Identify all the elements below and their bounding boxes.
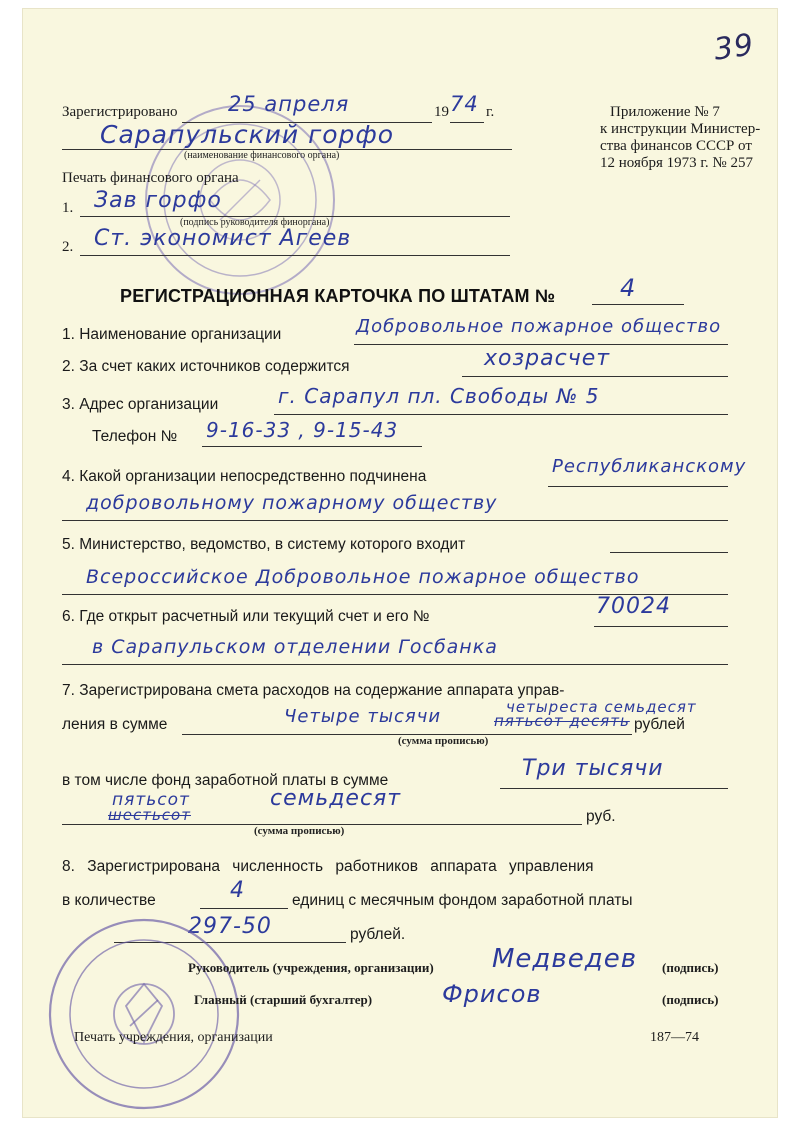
card-number: 4	[620, 274, 637, 302]
year-suffix: г.	[486, 104, 495, 120]
accountant-label: Главный (старший бухгалтер)	[194, 992, 373, 1007]
year-value: 74	[450, 92, 479, 116]
sign1-name: Зав горфо	[94, 188, 222, 213]
finorgan-seal-label: Печать финансового органа	[62, 170, 239, 186]
registered-label: Зарегистрировано	[62, 104, 178, 120]
appendix-line2: к инструкции Министер-	[600, 121, 761, 137]
phone-value: 9-16-33 , 9-15-43	[206, 418, 399, 442]
item7-fund-value2-a: пятьсот	[112, 790, 190, 810]
item8-sum-value: 297-50	[188, 914, 272, 939]
item7-fund-currency: руб.	[586, 808, 616, 825]
sign-caption: (подпись руководителя финоргана)	[180, 217, 330, 228]
item4-value-line1: Республиканскому	[552, 456, 747, 477]
item5-label: 5. Министерство, ведомство, в систему которого входит	[62, 536, 466, 553]
item6-label: 6. Где открыт расчетный или текущий счет и его №	[62, 608, 430, 625]
item7-sum-caption: (сумма прописью)	[398, 735, 489, 747]
item2-value: хозрасчет	[484, 346, 611, 371]
item7-value-correction: четыреста семьдесят	[506, 698, 697, 716]
item7-label: 7. Зарегистрирована смета расходов на содержание аппарата управ-	[62, 682, 565, 699]
item8-label: 8. Зарегистрирована численность работников аппарата управления	[62, 858, 594, 875]
item6-account-number: 70024	[596, 594, 671, 619]
finorgan-caption: (наименование финансового органа)	[184, 150, 340, 161]
organization-round-stamp	[44, 914, 244, 1114]
item7-value: Четыре тысячи	[284, 706, 442, 727]
item7-value-struck: пятьсот десять	[494, 712, 630, 730]
item7-fund-label: в том числе фонд заработной платы в сумме	[62, 772, 389, 789]
item5-value: Всероссийское Добровольное пожарное общество	[86, 566, 640, 588]
item4-value-line2: добровольному пожарному обществу	[86, 492, 498, 514]
appendix-line1: Приложение № 7	[610, 104, 720, 120]
sign2-number: 2.	[62, 239, 74, 255]
item7-fund-value: Три тысячи	[522, 756, 664, 781]
finorgan-name: Сарапульский горфо	[100, 120, 395, 149]
accountant-signature: Фрисов	[442, 980, 542, 1008]
item1-value: Добровольное пожарное общество	[356, 316, 722, 337]
registration-card-sheet	[22, 8, 778, 1118]
item8-fund-label: единиц с месячным фондом заработной платы	[292, 892, 633, 909]
head-signature: Медведев	[492, 944, 638, 974]
accountant-signature-label: (подпись)	[662, 992, 719, 1007]
item7-fund-value2-c: семьдесят	[270, 786, 402, 811]
item8-currency: рублей.	[350, 926, 406, 943]
card-title: РЕГИСТРАЦИОННАЯ КАРТОЧКА ПО ШТАТАМ №	[120, 286, 556, 306]
form-code: 187—74	[650, 1030, 699, 1045]
registered-date: 25 апреля	[228, 92, 350, 116]
item1-label: 1. Наименование организации	[62, 326, 282, 343]
item4-label: 4. Какой организации непосредственно подчинена	[62, 468, 427, 485]
item6-bank: в Сарапульском отделении Госбанка	[92, 636, 498, 658]
item8-qty-label: в количестве	[62, 892, 156, 909]
phone-label: Телефон №	[92, 428, 178, 445]
head-label: Руководитель (учреждения, организации)	[188, 960, 434, 975]
item8-qty-value: 4	[230, 878, 245, 903]
item7-label-cont: ления в сумме	[62, 716, 168, 733]
organization-seal-label: Печать учреждения, организации	[74, 1030, 273, 1045]
item2-label: 2. За счет каких источников содержится	[62, 358, 350, 375]
item7-fund-caption: (сумма прописью)	[254, 825, 345, 837]
year-prefix: 19	[434, 104, 449, 120]
item7-fund-value2-b: шестьсот	[108, 806, 191, 824]
head-signature-label: (подпись)	[662, 960, 719, 975]
appendix-line4: 12 ноября 1973 г. № 257	[600, 155, 753, 171]
appendix-line3: ства финансов СССР от	[600, 138, 752, 154]
item3-label: 3. Адрес организации	[62, 396, 219, 413]
sign1-number: 1.	[62, 200, 74, 216]
item7-currency: рублей	[634, 716, 685, 733]
sign2-name: Ст. экономист Агеев	[94, 226, 352, 251]
corner-number: 39	[711, 27, 757, 68]
item3-value: г. Сарапул пл. Свободы № 5	[278, 384, 600, 408]
